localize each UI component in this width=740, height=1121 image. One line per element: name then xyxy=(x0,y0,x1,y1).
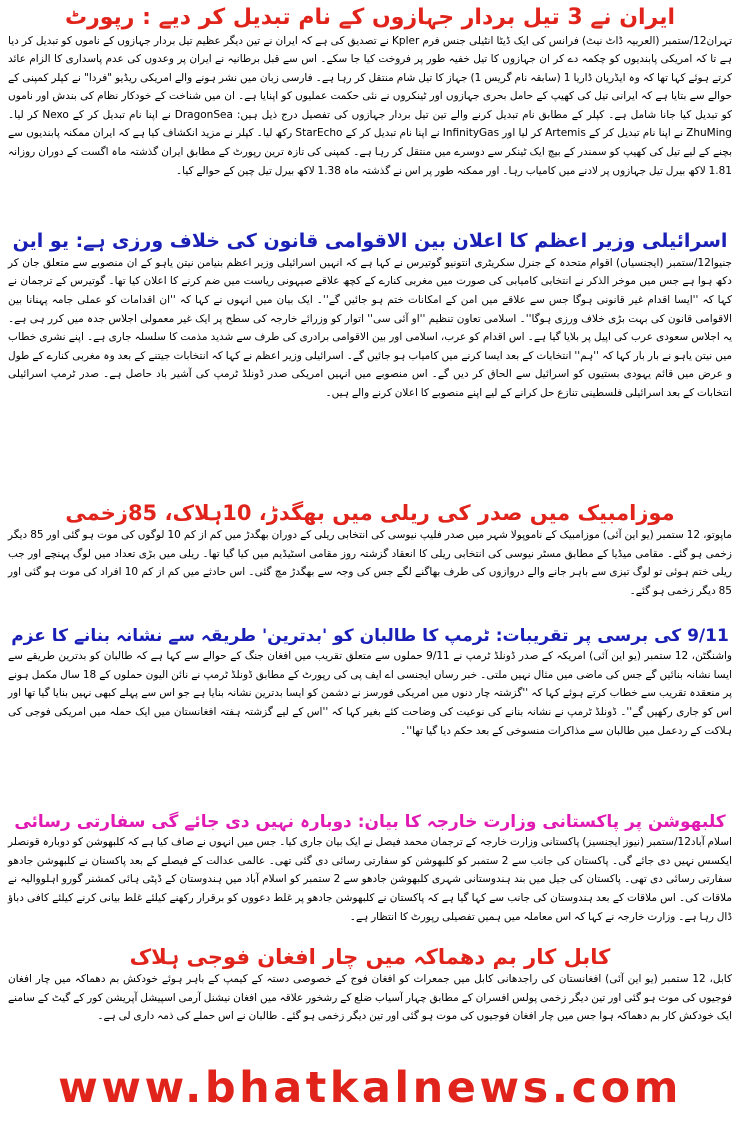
news-story-trump-911 xyxy=(8,626,732,740)
story-body: کابل، 12 ستمبر (یو این آئی) افغانستان کی راجدھانی کابل میں جمعرات کو افغان فوج کے خصوصی دستہ کے کیمپ کے باہر ہوئے خودکش بم دھماکہ میں چار افغان فوجیوں کی موت ہو گئی اور تین دیگر زخمی پولس افسران کے مطابق چہار آسیاب ضلع کے رشخور علاقہ میں افغان نیشنل آرمی اسپیشل آپریشن کور کے گیٹ کے سامنے ایک خودکش کار بم دھماکہ ہوا جس میں چار افغان فوجیوں کی موت ہو گئی اور تین دیگر زخمی ہو گئے۔ طالبان نے اس حملے کی ذمہ داری لی ہے۔ xyxy=(8,973,732,1023)
story-body: تہران12/ستمبر (العربیہ ڈاٹ نیٹ) فرانس کی ایک ڈیٹا انٹیلی جنس فرم Kpler نے تصدیق کی ہے کہ ایران نے تین دیگر عظیم تیل بردار جہازوں کے ناموں کو تبدیل کر دیا ہے تا کہ امریکی پابندیوں کو چکمہ دے کر ان جہازوں کا تیل خفیہ طور پر فروخت کیا جا سکے۔ اس سے قبل برطانیہ نے ایران پر وعدوں کی عدم پاسداری کا الزام عائد کرتے ہوئے کہا تھا کہ وہ ایڈریان ڈاریا 1 (سابقہ نام گریس 1) جہاز کا تیل شام منتقل کر رہا ہے۔ فارسی زبان میں نشر ہونے والے امریکی ریڈیو "فردا" نے کپلر کمپنی کے حوالے سے بتایا ہے کہ ایرانی تیل کی کھیپ کے حامل بحری جہازوں اور ٹینکروں نے نئی حکمت عملیوں کو اپنایا ہے۔ ان میں شناخت کے خودکار نظام کی بندش اور ناموں کو تبدیل کیا جانا شامل ہے۔ کپلر کے مطابق نام تبدیل کرنے والے تین تیل بردار جہازوں کی تفصیل درج ذیل ہیں: DragonSea نے اپنا نام تبدیل کر کے Nexo کر لیا۔ ZhuMing نے اپنا نام تبدیل کر کے Artemis کر لیا اور InfinityGas نے اپنا نام تبدیل کر کے StarEcho رکھ لیا۔ کپلر نے مزید انکشاف کیا ہے کہ ایران ممکنہ پابندیوں سے بچنے کے لیے تیل کی کھیپ کو سمندر کے بیچ ایک ٹینکر سے دوسرے میں منتقل کر رہا ہے۔ کمپنی کی تازہ ترین رپورٹ کے مطابق ایران گذشتہ ماہ اگست کے دوران روزانہ 1.81 لاکھ بیرل تیل جہازوں پر لادنے میں کامیاب رہا۔ اور ممکنہ طور پر اس نے گذشتہ ماہ 1.38 لاکھ بیرل تیل چین کے حوالے کیا۔ xyxy=(8,34,733,177)
story-headline: 9/11 کی برسی پر تقریبات: ٹرمپ کا طالبان کو 'بدترین' طریقہ سے نشانہ بنانے کا عزم xyxy=(11,626,729,646)
news-story-mozambique-stampede xyxy=(8,500,732,601)
story-headline: ایران نے 3 تیل بردار جہازوں کے نام تبدیل کر دیے : رپورٹ xyxy=(64,5,676,30)
news-story-kabul-blast xyxy=(8,944,732,1026)
story-body: ماپوتو، 12 ستمبر (یو این آئی) موزامبیک کے ناموپولا شہر میں صدر فلیپ نیوسی کی انتخابی ریلی کے دوران بھگدڑ میں کم از کم 10 لوگوں کی موت ہو گئی اور 85 دیگر زخمی ہو گئے۔ مقامی میڈیا کے مطابق مسٹر نیوسی کی انتخابی ریلی کا انعقاد گزشتہ روز مقامی اسٹیڈیم میں کیا گیا تھا۔ ریلی میں بڑی تعداد میں لوگ پہنچے اور جب ریلی ختم ہوئی تو لوگ تیزی سے باہر جانے والے دروازوں کی طرف بھاگنے لگے جس کی وجہ سے بھگدڑ مچ گئی۔ اس حادثے میں کم از کم 10 افراد کی موت ہو گئی اور 85 دیگر زخمی ہو گئے۔ xyxy=(8,529,733,598)
story-body: اسلام آباد12/ستمبر (نیوز ایجنسیز) پاکستانی وزارت خارجہ کے ترجمان محمد فیصل نے ایک بیان جاری کیا۔ جس میں انہوں نے صاف کیا ہے کہ کلبھوشن کو دوبارہ قونصلر ایکسس نہیں دی جائے گی۔ پاکستان کی جانب سے 2 ستمبر کو کلبھوشن کو سفارتی رسائی دی گئی تھی۔ عالمی عدالت کے فیصلے کے بعد پاکستان نے کلبھوشن جادھو سفارتی رسائی دی تھی۔ پاکستان کی جیل میں بند ہندوستانی شہری کلبھوشن جادھو سے 2 ستمبر کو اسلام آباد میں ہندوستان کے ڈپٹی ہائی کمشنر گورو اہلوواليہ نے ملاقات کی۔ اس ملاقات کے بعد ہندوستان کی جانب سے کہا گیا ہے کہ پاکستان نے کلبھوشن جادھو پر غلط دعووں کو برقرار رکھنے کیلئے غلط بیانی کرنے کیلئے کافی دباؤ ڈال رہا ہے۔ وزارت خارجہ نے کہا کہ اس معاملہ میں ہمیں تفصیلی رپورٹ کا انتظار ہے۔ xyxy=(8,836,733,923)
news-story-iran-tankers xyxy=(8,4,732,180)
story-headline: موزامبیک میں صدر کی ریلی میں بھگدڑ، 10ہلاک، 85زخمی xyxy=(65,501,675,525)
news-story-kulbhushan xyxy=(8,812,732,926)
site-url-footer[interactable]: www.bhatkalnews.com xyxy=(58,1063,682,1113)
story-body: واشنگٹن، 12 ستمبر (یو این آئی) امریکہ کے صدر ڈونلڈ ٹرمپ نے 9/11 حملوں سے متعلق تقریب میں افغان جنگ کے حوالے سے کہا ہے کہ طالبان کو بدترین طریقے سے ایسا نشانہ بنائیں گے جس کی ماضی میں مثال نہیں ملتی۔ خبر رساں ایجنسی اے ایف پی کی رپورٹ کے مطابق ڈونلڈ ٹرمپ نے نائن الیون حملوں کے 18 سال مکمل ہونے پر منعقدہ تقریب سے خطاب کرتے ہوئے کہا کہ ''گزشتہ چار دنوں میں امریکی فورسز نے دشمن کو ایسا بدترین نشانہ بنایا ہے جو اس سے پہلے کبھی نہیں بنایا گیا تھا اور اس کو جاری رکھیں گے''۔ ڈونلڈ ٹرمپ نے نشانہ بنانے کی نوعیت کی وضاحت کئے بغیر کہا کہ ''اس کے لیے گزشتہ ہفتہ افغانستان میں ایک حملہ میں امریکی فوجی کی ہلاکت کے ردعمل میں طالبان سے مذاکرات منسوخی کے بعد حکم دیا گیا تھا''۔ xyxy=(8,650,732,737)
story-body: جنیوا12/ستمبر (ایجنسیاں) اقوام متحدہ کے جنرل سکریٹری انتونیو گوتیرس نے کہا ہے کہ انہیں اسرائیلی وزیر اعظم بنیامن نیتن یاہو کے ان منصوبے سے متعلق جان کر دکھ ہوا ہے جس میں موخر الذکر نے انتخابی کامیابی کی صورت میں مغربی کنارے کے کچھ علاقے صیہونی ریاست میں ضم کرنے کا اعلان کیا تھا۔ گوتیرس کے ترجمان نے کہا کہ ''ایسا اقدام غیر قانونی ہوگا جس سے علاقے میں امن کے امکانات ختم ہو جائیں گے''۔ ایک بیان میں انہوں نے کہا کہ ''ان اقدامات کو عملی جامہ پہنانا بین الاقوامی قانون کی بہت بڑی خلاف ورزی ہوگا''۔ اسلامی تعاون تنظیم ''او آئی سی'' اتوار کو وزرائے خارجہ کی سطح پر ایک غیر معمولی اجلاس جدہ میں کرر ہی ہے۔ یہ اجلاس سعودی عرب کی اپیل پر بلایا گیا ہے۔ اس اقدام کو عرب، اسلامی اور بین الاقوامی برادری کی طرف سے شدید مذمت کا سلسلہ جاری ہے۔ اپنے نشری خطاب میں نیتن یاہو نے بار بار کہا کہ ''ہم'' انتخابات کے بعد ایسا کرنے میں کامیاب ہو جائیں گے۔ اسرائیلی وزیر اعظم نے کہا کہ انتخابات جیتنے کے بعد وہ مغربی کنارے کے طول و عرض میں قائم یہودی بستیوں کو اسرائیل سے الحاق کر دیں گے۔ اس منصوبے میں انہیں امریکی صدر ڈونلڈ ٹرمپ کی آشیر باد حاصل ہے۔ صدر ٹرمپ اسرائیلی انتخابات کے بعد اسرائیلی فلسطینی تنازع حل کرانے کے لیے اپنے منصوبے کا اعلان کرنے والے ہیں۔ xyxy=(8,256,732,399)
story-headline: اسرائیلی وزیر اعظم کا اعلان بین الاقوامی قانون کی خلاف ورزی ہے: یو این xyxy=(12,230,728,252)
news-story-israel-annexation xyxy=(8,230,732,403)
story-headline: کلبھوشن پر پاکستانی وزارت خارجہ کا بیان: دوبارہ نہیں دی جائے گی سفارتی رسائی xyxy=(14,812,726,832)
story-headline: کابل کار بم دھماکہ میں چار افغان فوجی ہلاک xyxy=(129,945,611,969)
